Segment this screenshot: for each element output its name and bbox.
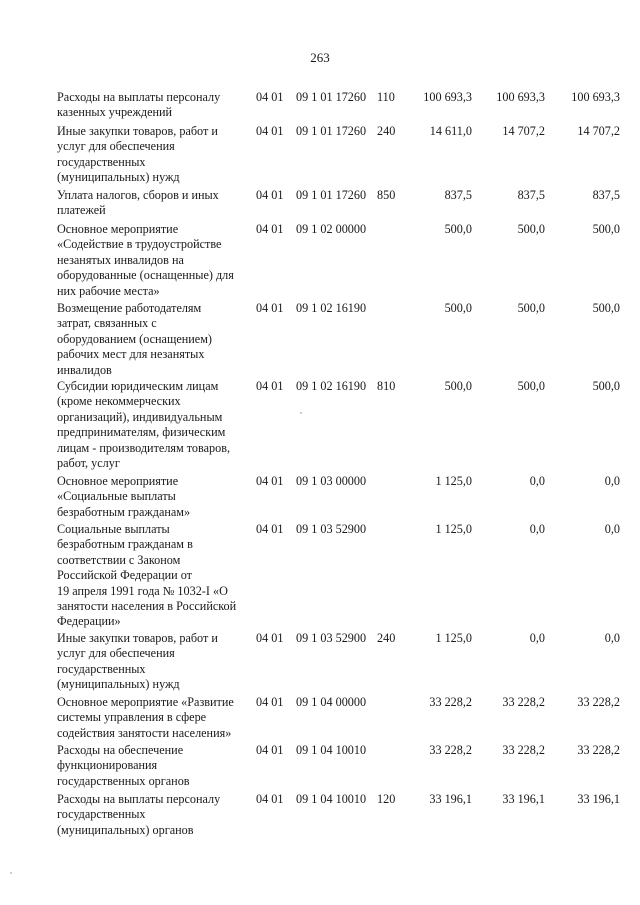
row-name: Субсидии юридическим лицам (кроме некоммерческих организаций), индивидуальным предпринимателям, физическим лицам - производителям товаров, работ, услуг: [57, 379, 231, 471]
row-value-3: 500,0: [592, 301, 620, 315]
row-target-code: 09 1 01 17260: [296, 124, 367, 138]
row-value-3: 14 707,2: [577, 124, 620, 138]
row-expense-type: 120: [377, 792, 396, 806]
row-name: Расходы на выплаты персоналу государственных (муниципальных) органов: [57, 792, 221, 837]
row-value-3: 0,0: [604, 631, 620, 645]
row-value-2: 14 707,2: [502, 124, 545, 138]
row-value-1: 33 228,2: [429, 743, 472, 757]
row-value-1: 1 125,0: [435, 522, 472, 536]
row-value-1: 500,0: [444, 222, 472, 236]
row-value-3: 0,0: [604, 474, 620, 488]
row-name: Основное мероприятие «Развитие системы управления в сфере содействия занятости населения»: [57, 695, 234, 740]
row-name: Иные закупки товаров, работ и услуг для обеспечения государственных (муниципальных) нужд: [57, 631, 218, 692]
row-target-code: 09 1 04 10010: [296, 792, 367, 806]
row-name: Уплата налогов, сборов и иных платежей: [57, 188, 219, 218]
row-value-2: 500,0: [517, 379, 545, 393]
row-value-3: 33 228,2: [577, 743, 620, 757]
row-target-code: 09 1 03 52900: [296, 631, 367, 645]
row-value-3: 500,0: [592, 222, 620, 236]
row-value-1: 33 196,1: [429, 792, 472, 806]
row-expense-type: 850: [377, 188, 396, 202]
row-value-3: 0,0: [604, 522, 620, 536]
row-name: Расходы на выплаты персоналу казенных учреждений: [57, 90, 221, 120]
scan-speck: [300, 412, 302, 414]
row-target-code: 09 1 02 16190: [296, 379, 367, 393]
row-value-3: 33 196,1: [577, 792, 620, 806]
row-target-code: 09 1 03 00000: [296, 474, 367, 488]
row-target-code: 09 1 01 17260: [296, 90, 367, 104]
row-expense-type: 110: [377, 90, 395, 104]
row-section-code: 04 01: [256, 188, 284, 202]
row-value-1: 500,0: [444, 301, 472, 315]
row-name: Иные закупки товаров, работ и услуг для обеспечения государственных (муниципальных) нужд: [57, 124, 218, 185]
row-section-code: 04 01: [256, 379, 284, 393]
row-value-1: 33 228,2: [429, 695, 472, 709]
row-section-code: 04 01: [256, 90, 284, 104]
scan-speck: [10, 872, 12, 874]
row-value-1: 1 125,0: [435, 474, 472, 488]
row-value-1: 14 611,0: [429, 124, 472, 138]
row-value-2: 0,0: [529, 522, 545, 536]
row-expense-type: 810: [377, 379, 396, 393]
row-value-3: 33 228,2: [577, 695, 620, 709]
row-value-2: 500,0: [517, 301, 545, 315]
row-name: Основное мероприятие «Социальные выплаты безработным гражданам»: [57, 474, 191, 519]
row-value-1: 837,5: [444, 188, 472, 202]
row-section-code: 04 01: [256, 222, 284, 236]
row-section-code: 04 01: [256, 792, 284, 806]
row-target-code: 09 1 04 10010: [296, 743, 367, 757]
row-name: Социальные выплаты безработным гражданам в соответствии с Законом Российской Федерации от 19 апреля 1991 года № 1032-I «О занятости населения в Российской Федерации»: [57, 522, 237, 629]
row-value-2: 100 693,3: [496, 90, 545, 104]
row-section-code: 04 01: [256, 695, 284, 709]
row-target-code: 09 1 04 00000: [296, 695, 367, 709]
row-expense-type: 240: [377, 631, 396, 645]
row-section-code: 04 01: [256, 301, 284, 315]
row-value-3: 837,5: [592, 188, 620, 202]
row-value-3: 500,0: [592, 379, 620, 393]
row-value-2: 0,0: [529, 474, 545, 488]
row-section-code: 04 01: [256, 124, 284, 138]
row-value-2: 33 228,2: [502, 695, 545, 709]
row-target-code: 09 1 03 52900: [296, 522, 367, 536]
row-target-code: 09 1 01 17260: [296, 188, 367, 202]
row-value-2: 0,0: [529, 631, 545, 645]
row-section-code: 04 01: [256, 743, 284, 757]
row-value-1: 500,0: [444, 379, 472, 393]
row-target-code: 09 1 02 00000: [296, 222, 367, 236]
row-value-1: 1 125,0: [435, 631, 472, 645]
row-value-2: 33 196,1: [502, 792, 545, 806]
row-section-code: 04 01: [256, 474, 284, 488]
row-section-code: 04 01: [256, 631, 284, 645]
row-value-3: 100 693,3: [571, 90, 620, 104]
row-value-2: 500,0: [517, 222, 545, 236]
row-value-1: 100 693,3: [423, 90, 472, 104]
row-name: Основное мероприятие «Содействие в трудоустройстве незанятых инвалидов на оборудованные (оснащенные) для них рабочие места»: [57, 222, 234, 298]
row-expense-type: 240: [377, 124, 396, 138]
page-number: 263: [310, 50, 330, 65]
row-section-code: 04 01: [256, 522, 284, 536]
row-value-2: 33 228,2: [502, 743, 545, 757]
row-value-2: 837,5: [517, 188, 545, 202]
row-name: Возмещение работодателям затрат, связанных с оборудованием (оснащением) рабочих мест для незанятых инвалидов: [57, 301, 212, 377]
row-name: Расходы на обеспечение функционирования государственных органов: [57, 743, 190, 788]
row-target-code: 09 1 02 16190: [296, 301, 367, 315]
